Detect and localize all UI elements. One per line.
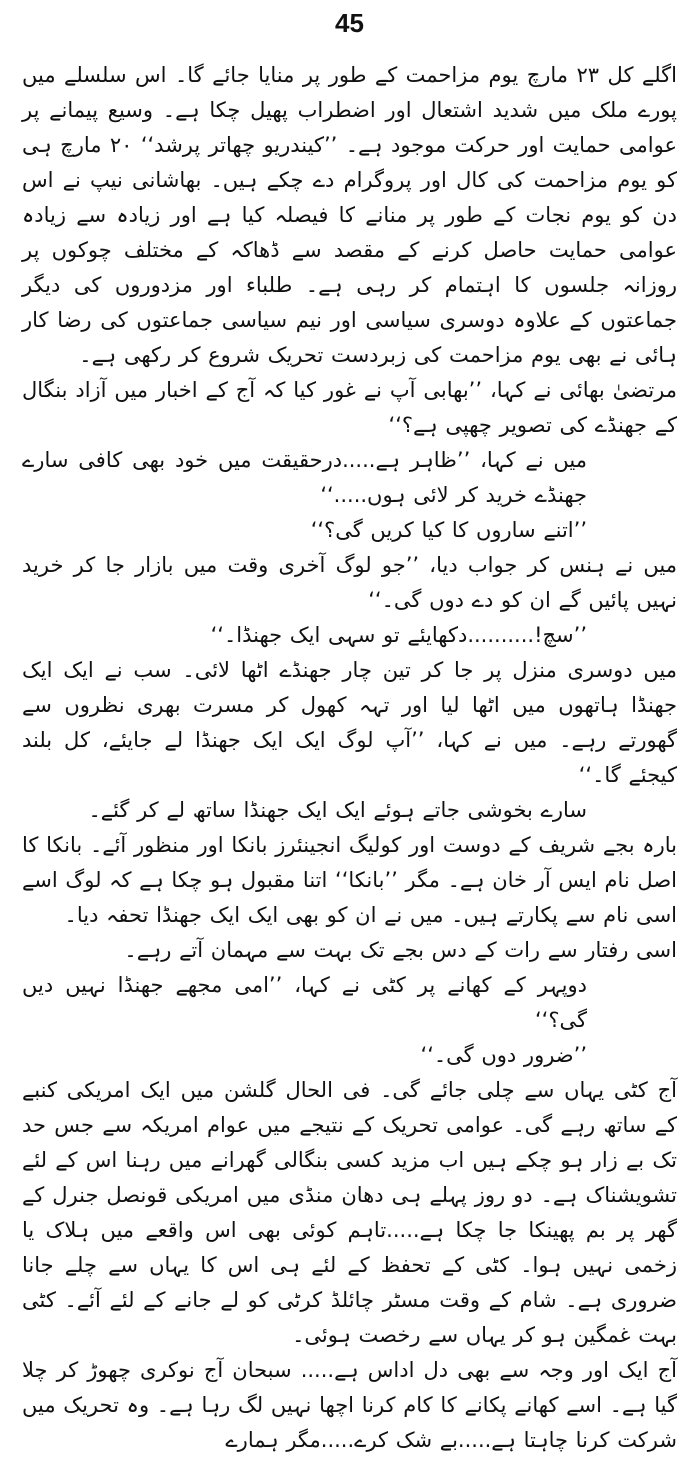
paragraph: آج ایک اور وجہ سے بھی دل اداس ہے..... سبحان آج نوکری چھوڑ کر چلا گیا ہے۔ اسے کھانے پکانے کا کام کرنا اچھا نہیں لگ رہا ہے۔ وہ تحریک میں شرکت کرنا چاہتا ہے.....بے شک کرے.....مگر ہمارے [22, 1358, 677, 1452]
paragraph: ’’اتنے ساروں کا کیا کریں گی؟‘‘ [310, 518, 587, 542]
paragraph: اگلے کل ۲۳ مارچ یوم مزاحمت کے طور پر منایا جائے گا۔ اس سلسلے میں پورے ملک میں شدید اشتعال اور اضطراب پھیل چکا ہے۔ وسیع پیمانے پر عوامی حمایت اور حرکت موجود ہے۔ ’’کیندریو چھاتر پرشد‘‘ ۲۰ مارچ ہی کو یوم مزاحمت کی کال اور پروگرام دے چکے ہیں۔ بھاشانی نیپ نے اس دن کو یوم نجات کے طور پر منانے کا فیصلہ کیا ہے اور زیادہ سے زیادہ عوامی حمایت حاصل کرنے کے مقصد سے ڈھاکہ کے مختلف چوکوں پر روزانہ جلسوں کا اہتمام کر رہی ہے۔ طلباء اور مزدوروں کی دیگر جماعتوں کے علاوہ دوسری سیاسی اور نیم سیاسی جماعتوں کی رضا کار ہائی نے بھی یوم مزاحمت کی زبردست تحریک شروع کر رکھی ہے۔ [22, 63, 677, 367]
paragraph: آج کٹی یہاں سے چلی جائے گی۔ فی الحال گلشن میں ایک امریکی کنبے کے ساتھ رہے گی۔ عوامی تحریک کے نتیجے میں عوام امریکہ سے جس حد تک بے زار ہو چکے ہیں اب مزید کسی بنگالی گھرانے میں رہنا اس کے لئے تشویشناک ہے۔ دو روز پہلے ہی دھان منڈی میں امریکی قونصل جنرل کے گھر پر بم پھینکا جا چکا ہے.....تاہم کوئی بھی اس واقعے میں ہلاک یا زخمی نہیں ہوا۔ کٹی کے تحفظ کے لئے ہی اس کا یہاں سے چلے جانا ضروری ہے۔ شام کے وقت مسٹر چائلڈ کرٹی کو لے جانے کے لئے آئے۔ کٹی بہت غمگین ہو کر یہاں سے رخصت ہوئی۔ [22, 1078, 677, 1347]
paragraph: مرتضیٰ بھائی نے کہا، ’’بھابی آپ نے غور کیا کہ آج کے اخبار میں آزاد بنگال کے جھنڈے کی تصویر چھپی ہے؟‘‘ [22, 378, 677, 437]
paragraph: بارہ بجے شریف کے دوست اور کولیگ انجینئرز بانکا اور منظور آئے۔ بانکا کا اصل نام ایس آر خان ہے۔ مگر ’’بانکا‘‘ اتنا مقبول ہو چکا ہے کہ لوگ اسے اسی نام سے پکارتے ہیں۔ میں نے ان کو بھی ایک ایک جھنڈا تحفہ دیا۔ [22, 833, 677, 927]
page-number: 45 [335, 8, 364, 38]
paragraph: میں دوسری منزل پر جا کر تین چار جھنڈے اٹھا لائی۔ سب نے ایک ایک جھنڈا ہاتھوں میں اٹھا لیا اور تہہ کھول کر مسرت بھری نظروں سے گھورتے رہے۔ میں نے کہا، ’’آپ لوگ ایک ایک جھنڈا لے جایئے، کل بلند کیجئے گا۔‘‘ [22, 658, 677, 787]
paragraph: میں نے ہنس کر جواب دیا، ’’جو لوگ آخری وقت میں بازار جا کر خرید نہیں پائیں گے ان کو دے دوں گی۔‘‘ [22, 553, 677, 612]
paragraph: میں نے کہا، ’’ظاہر ہے.....درحقیقت میں خود بھی کافی سارے جھنڈے خرید کر لائی ہوں.....‘‘ [22, 448, 587, 507]
paragraph: سارے بخوشی جاتے ہوئے ایک ایک جھنڈا ساتھ لے کر گئے۔ [88, 798, 587, 822]
paragraph: ’’سچ!..........دکھایئے تو سہی ایک جھنڈا۔‘‘ [210, 623, 587, 647]
paragraph: ’’ضرور دوں گی۔‘‘ [420, 1043, 587, 1067]
paragraph: دوپہر کے کھانے پر کٹی نے کہا، ’’امی مجھے جھنڈا نہیں دیں گی؟‘‘ [22, 973, 587, 1032]
paragraph: اسی رفتار سے رات کے دس بجے تک بہت سے مہمان آتے رہے۔ [124, 938, 677, 962]
body-text [22, 58, 677, 1458]
